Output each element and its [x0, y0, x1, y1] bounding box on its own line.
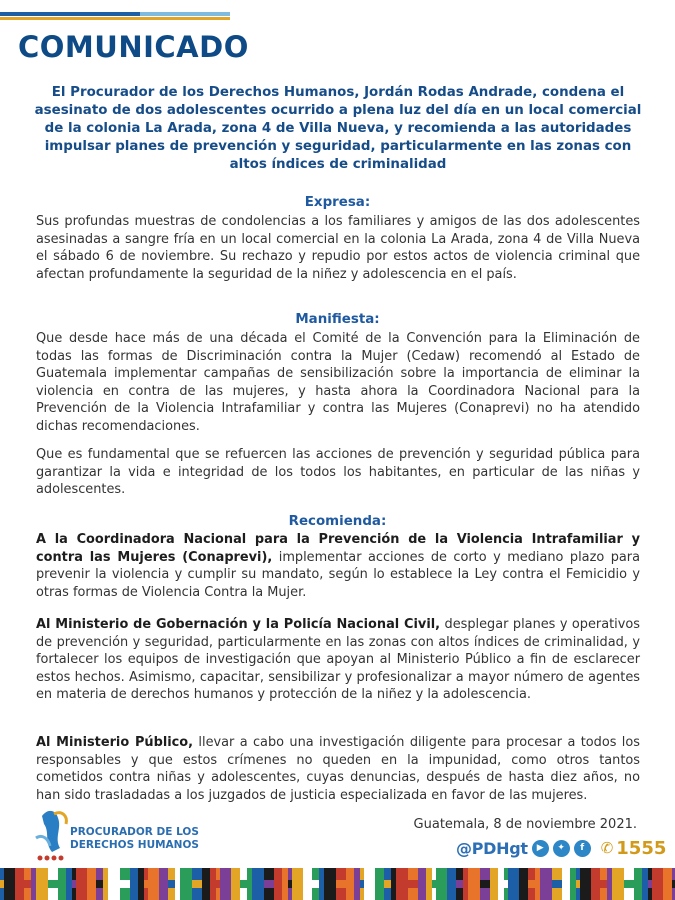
expresa-text: Sus profundas muestras de condolencias a los familiares y amigos de las dos adolescentes asesinadas a sangre fría en un local comercial en la colonia La Arada, zona 4 de Villa Nueva el sábado 6 de noviembre. Su rechazo y repudio por estos actos de violencia criminal que afectan profundamente la seguridad de la niñez y adolescencia en el país.: [36, 214, 640, 282]
hotline-number: 1555: [616, 837, 667, 859]
social-links: [456, 836, 666, 860]
recomienda-item-1-recipient: A la Coordinadora Nacional para la Prevención de la Violencia Intrafamiliar y contra las Mujeres (Conaprevi),: [36, 532, 640, 565]
recomienda-item-3-recipient: Al Ministerio Público,: [36, 735, 194, 750]
facebook-icon[interactable]: f: [574, 840, 591, 857]
recomienda-heading: Recomienda:: [288, 514, 387, 529]
footer-date: Guatemala, 8 de noviembre 2021.: [413, 817, 637, 832]
youtube-icon[interactable]: ▶: [532, 840, 549, 857]
phone-icon: ✆: [600, 839, 614, 857]
page-title: COMUNICADO: [18, 30, 249, 64]
hotline[interactable]: [601, 838, 667, 859]
logo-line-1: PROCURADOR DE LOS: [70, 826, 199, 838]
manifiesta-paragraph-2: Que es fundamental que se refuercen las acciones de prevención y seguridad pública para garantizar la vida e integridad de los todos los habitantes, en particular de las niñas y adolescentes.: [36, 447, 640, 497]
expresa-heading: Expresa:: [304, 195, 371, 210]
lead-paragraph: El Procurador de los Derechos Humanos, Jordán Rodas Andrade, condena el asesinato de dos adolescentes ocurrido a plena luz del día en un local comercial de la colonia La Arada, zona 4 de Villa Nueva, y recomienda a las autoridades impulsar planes de prevención y seguridad, particularmente en las zonas con altos índices de criminalidad: [34, 85, 642, 172]
twitter-icon[interactable]: ✦: [553, 840, 570, 857]
recomienda-item-2-text: desplegar planes y operativos de prevención y seguridad, particularmente en las zonas con altos índices de criminalidad, y fortalecer los equipos de investigación que apoyan al Ministerio Público a fin de esclarecer estos hechos. Asimismo, capacitar, sensibilizar y profesionalizar a mayor número de agentes en materia de derechos humanos y protección de la niñez y la adolescencia.: [36, 617, 640, 702]
top-decorative-bars: [0, 0, 675, 22]
recomienda-item-3: [36, 734, 640, 804]
recomienda-item-1: [36, 531, 640, 601]
recomienda-item-1-text: implementar acciones de corto y mediano plazo para prevenir la violencia y cumplir su mandato, según lo establece la Ley contra el Femicidio y otras formas de Violencia Contra la Mujer.: [36, 549, 640, 600]
bottom-textile-pattern: [0, 868, 675, 900]
manifiesta-paragraph-1: Que desde hace más de una década el Comité de la Convención para la Eliminación de todas las formas de Discriminación contra la Mujer (Cedaw) recomendó al Estado de Guatemala implementar campañas de sensibilización sobre la importancia de eliminar la violencia en contra de las mujeres, y hasta ahora la Coordinadora Nacional para la Prevención de la Violencia Intrafamiliar y contra las Mujeres (Conaprevi) no ha atendido dichas recomendaciones.: [36, 331, 640, 434]
recomienda-item-3-text: llevar a cabo una investigación diligente para procesar a todos los responsables y que estos crímenes no queden en la impunidad, como otros tantos cometidos contra niñas y adolescentes, cuyas denuncias, después de hasta diez años, no han sido trasladadas a los juzgados de justicia especializada en favor de las mujeres.: [36, 735, 640, 803]
logo-line-2: DERECHOS HUMANOS: [70, 839, 199, 851]
recomienda-item-2-recipient: Al Ministerio de Gobernación y la Policía Nacional Civil,: [36, 617, 441, 632]
manifiesta-heading: Manifiesta:: [295, 312, 380, 327]
recomienda-item-2: [36, 616, 640, 704]
social-handle[interactable]: @PDHgt: [456, 838, 528, 858]
pdh-logo-text: [70, 826, 199, 852]
